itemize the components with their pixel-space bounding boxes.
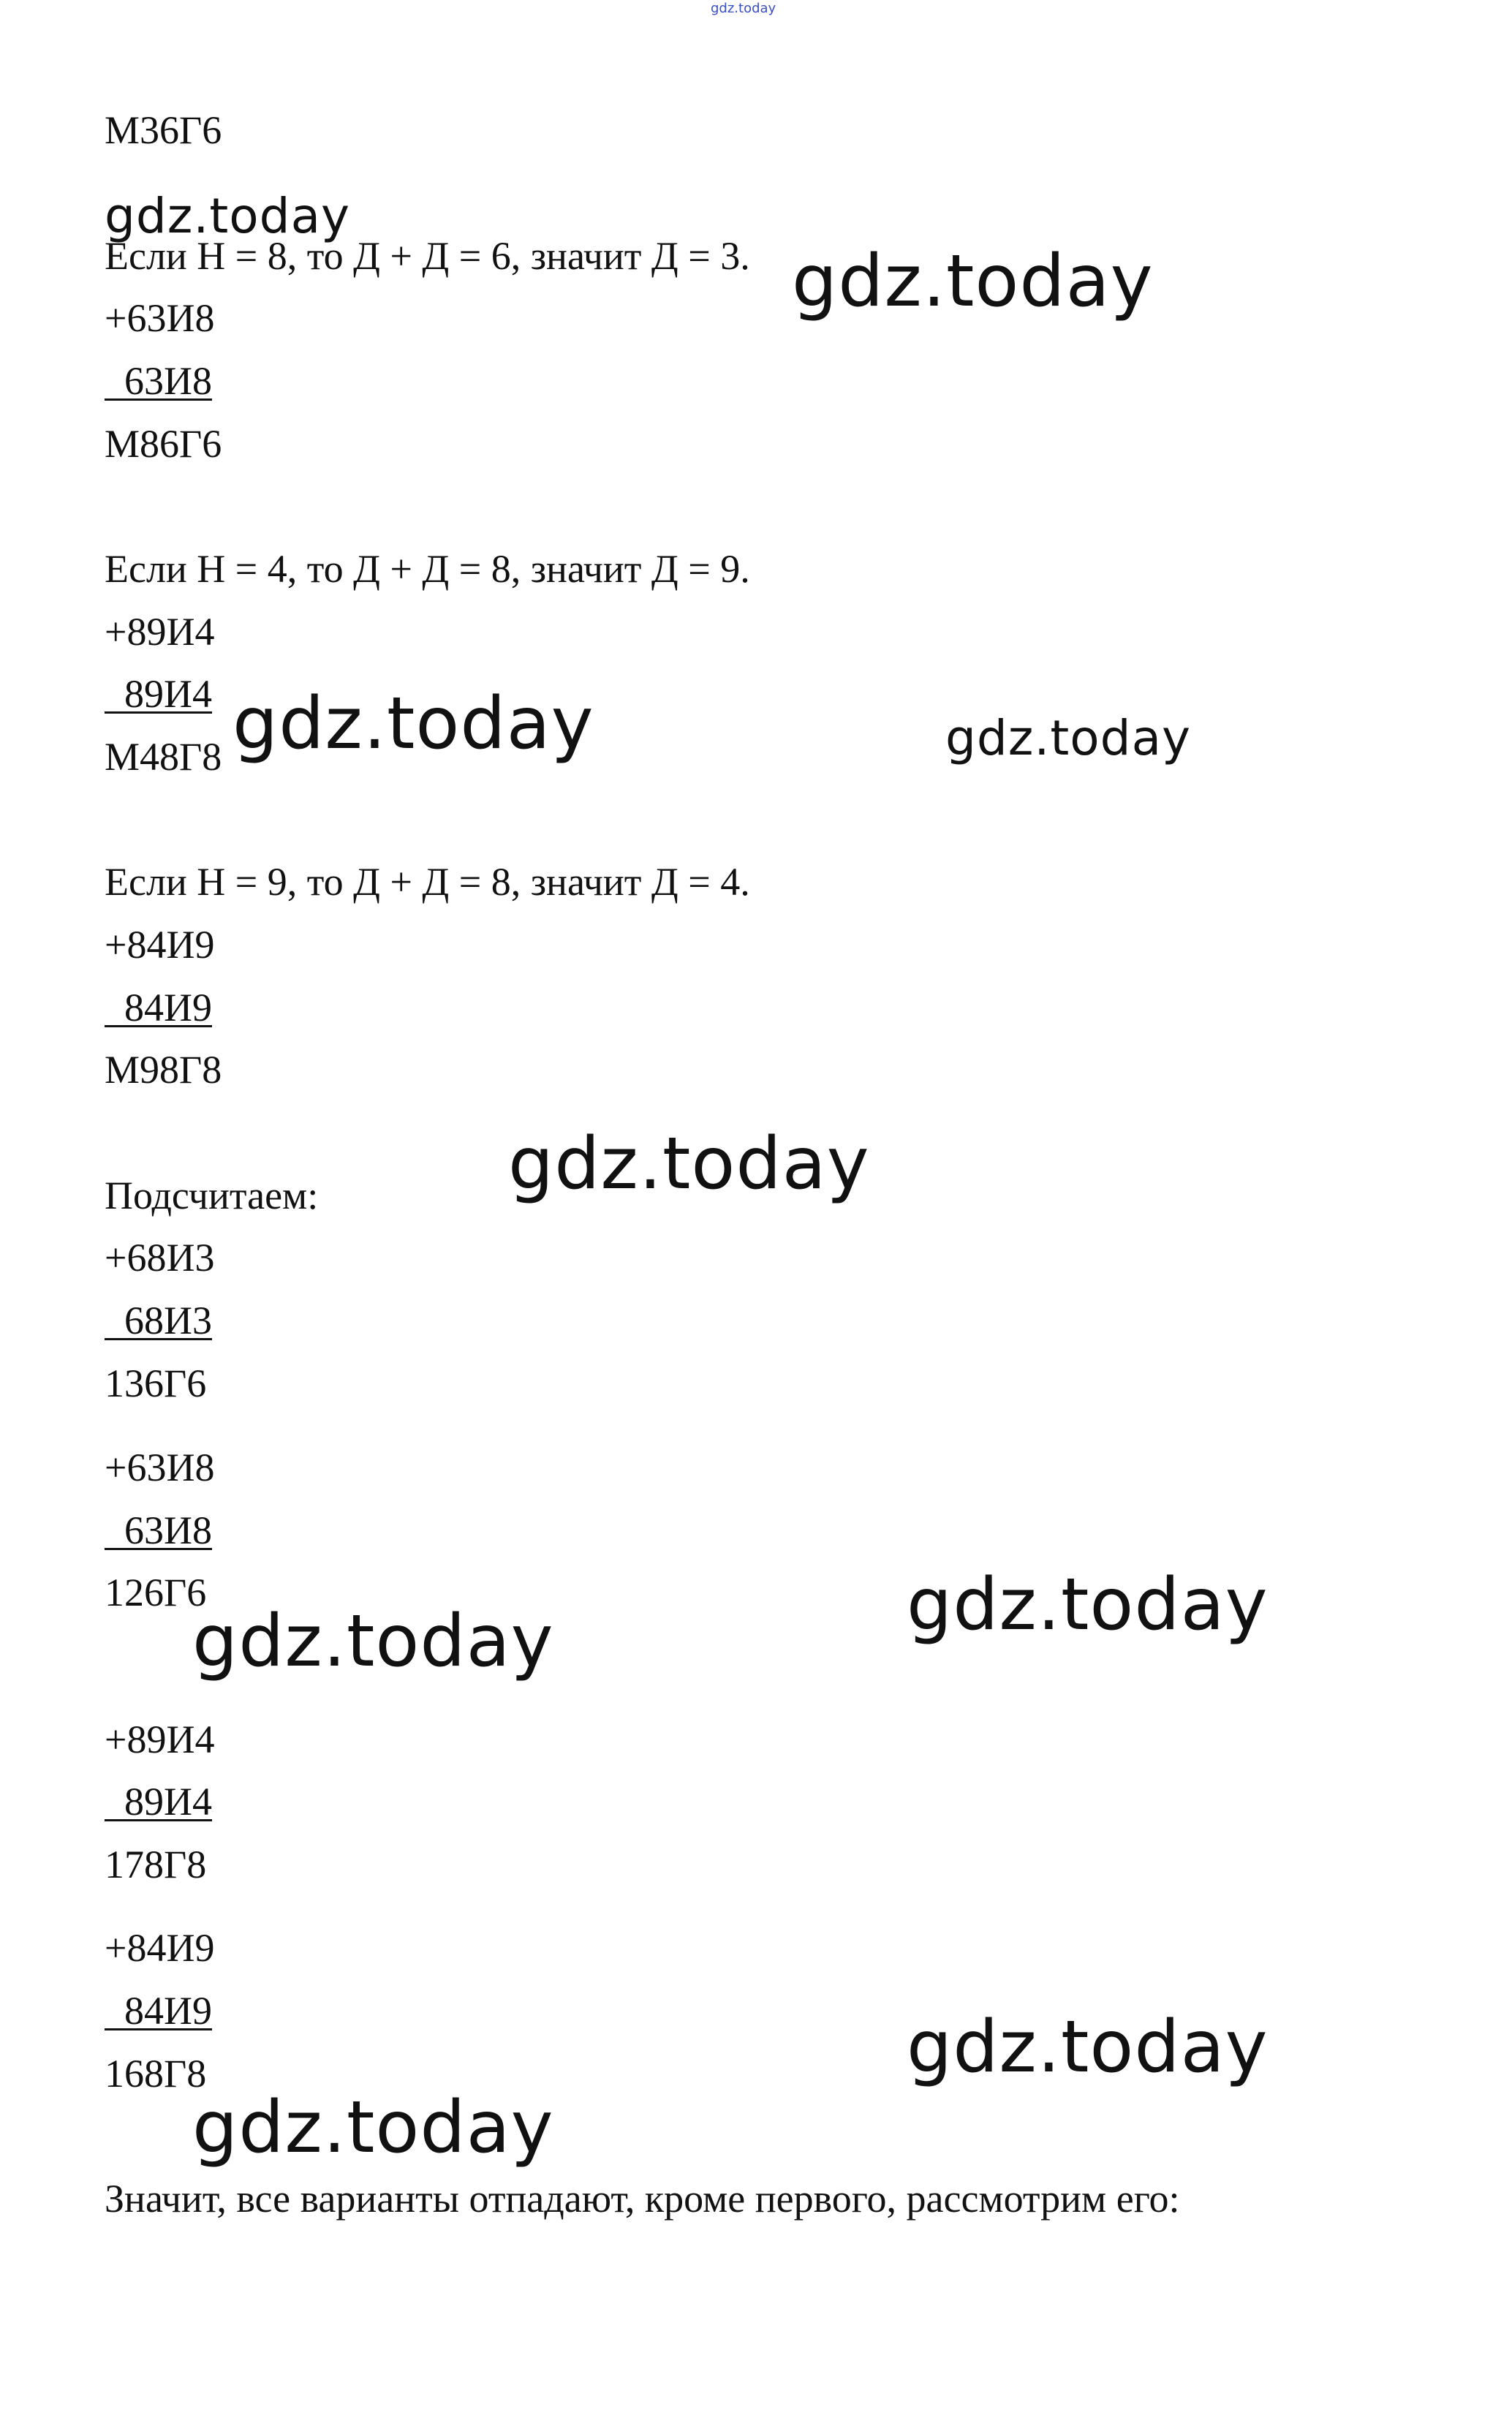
watermark: gdz.today	[105, 188, 351, 244]
text-line-underlined: 89И4	[105, 1780, 212, 1824]
text-line: +84И9	[105, 1926, 215, 1970]
watermark: gdz.today	[508, 1122, 870, 1206]
text-line: +63И8	[105, 1446, 215, 1489]
text-line: М48Г8	[105, 735, 222, 779]
text-line: Если Н = 4, то Д + Д = 8, значит Д = 9.	[105, 547, 750, 591]
text-line: 136Г6	[105, 1361, 207, 1405]
text-line: М98Г8	[105, 1048, 222, 1092]
watermark: gdz.today	[233, 682, 594, 766]
text-line: Значит, все варианты отпадают, кроме первого, рассмотрим его:	[105, 2177, 1180, 2221]
text-line: 178Г8	[105, 1843, 207, 1886]
watermark: gdz.today	[907, 2006, 1269, 2089]
text-line: +89И4	[105, 610, 215, 654]
watermark: gdz.today	[792, 240, 1154, 323]
text-line-underlined: 89И4	[105, 672, 212, 716]
text-line-underlined: 84И9	[105, 1989, 212, 2033]
text-line: Если Н = 9, то Д + Д = 8, значит Д = 4.	[105, 860, 750, 904]
text-line: Подсчитаем:	[105, 1174, 319, 1217]
text-line: М36Г6	[105, 108, 222, 152]
text-line: +68И3	[105, 1236, 215, 1280]
watermark: gdz.today	[907, 1563, 1269, 1647]
text-line: 126Г6	[105, 1571, 207, 1614]
text-line: Если Н = 8, то Д + Д = 6, значит Д = 3.	[105, 234, 750, 278]
text-line-underlined: 68И3	[105, 1299, 212, 1342]
text-line: +89И4	[105, 1718, 215, 1761]
text-line: М86Г6	[105, 422, 222, 466]
text-line: +63И8	[105, 296, 215, 340]
text-line-underlined: 63И8	[105, 1508, 212, 1552]
header-watermark: gdz.today	[711, 1, 776, 16]
watermark: gdz.today	[192, 1600, 554, 1683]
text-line: 168Г8	[105, 2052, 207, 2096]
watermark: gdz.today	[192, 2086, 554, 2169]
text-line-underlined: 84И9	[105, 986, 212, 1029]
text-line-underlined: 63И8	[105, 359, 212, 403]
text-line: +84И9	[105, 923, 215, 967]
watermark: gdz.today	[945, 710, 1192, 766]
